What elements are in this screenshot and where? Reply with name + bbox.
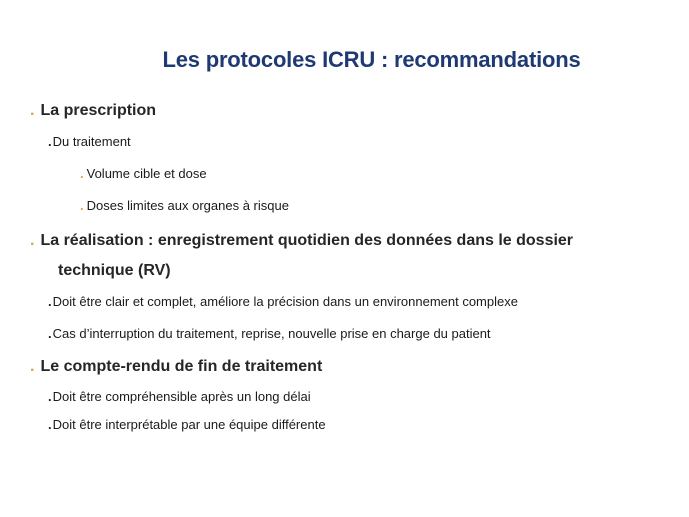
list-item-comprehensible: [48, 389, 311, 404]
list-item-clair-complet: [48, 294, 518, 309]
slide-title: Les protocoles ICRU : recommandations: [162, 47, 581, 72]
list-item-interpretable: [48, 417, 326, 432]
section-heading-text: Le compte-rendu de fin de traitement: [40, 358, 323, 375]
bullet-icon: .: [80, 198, 84, 213]
bullet-icon: .: [30, 232, 35, 249]
section-heading-text: La prescription: [40, 102, 157, 119]
bullet-icon: .: [48, 417, 52, 432]
bullet-icon: .: [48, 389, 52, 404]
section-heading-compte-rendu: [30, 358, 322, 376]
bullet-icon: .: [48, 326, 52, 341]
bullet-icon: .: [48, 134, 52, 149]
bullet-icon: .: [30, 102, 35, 119]
list-item-text: Doit être interprétable par une équipe différente: [52, 417, 326, 432]
sub-item-doses-limites: [80, 198, 289, 213]
sub-item-volume-cible: [80, 166, 207, 181]
section-heading-realisation-line2: technique (RV): [58, 262, 171, 279]
list-item-interruption: [48, 326, 491, 341]
bullet-icon: .: [30, 358, 35, 375]
list-item-text: Doit être clair et complet, améliore la précision dans un environnement complexe: [52, 294, 518, 309]
section-heading-realisation: [30, 232, 573, 250]
bullet-icon: .: [48, 294, 52, 309]
bullet-icon: .: [80, 166, 84, 181]
section-heading-prescription: [30, 102, 156, 120]
list-item-text: Du traitement: [52, 134, 131, 149]
sub-item-text: Volume cible et dose: [86, 166, 207, 181]
list-item-text: Cas d’interruption du traitement, reprise, nouvelle prise en charge du patient: [52, 326, 491, 341]
list-item-du-traitement: [48, 134, 131, 149]
list-item-text: Doit être compréhensible après un long délai: [52, 389, 311, 404]
section-heading-text: La réalisation : enregistrement quotidien des données dans le dossier: [40, 232, 574, 249]
sub-item-text: Doses limites aux organes à risque: [86, 198, 289, 213]
